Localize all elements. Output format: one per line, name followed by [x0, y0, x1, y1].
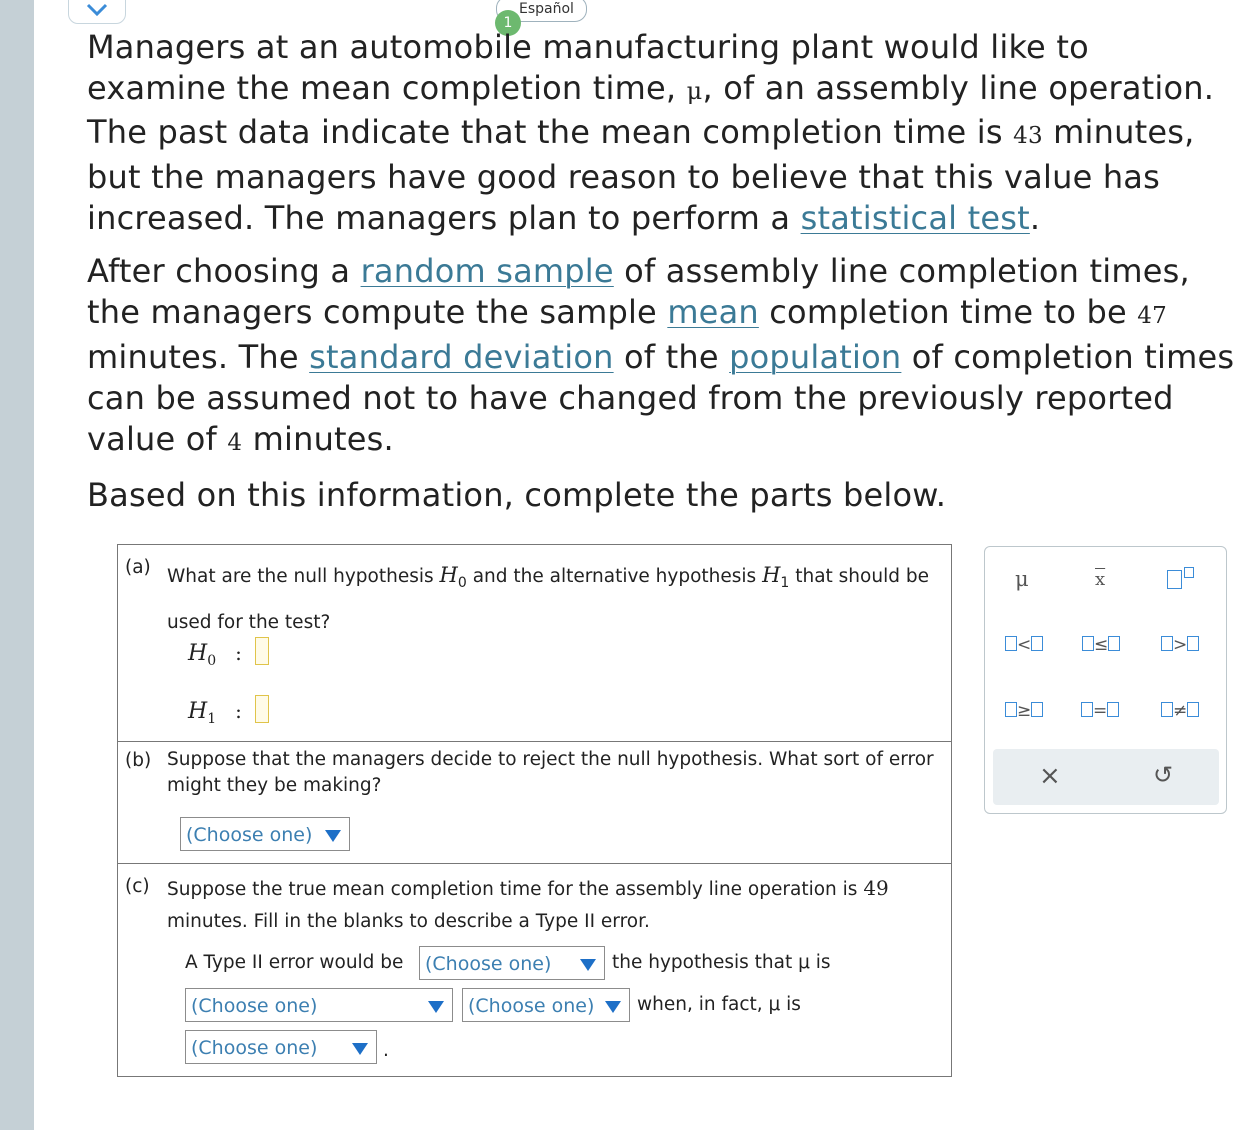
square-icon	[1167, 570, 1182, 589]
h0-answer-input[interactable]	[255, 637, 269, 665]
square-icon	[1005, 636, 1017, 651]
select-value: (Choose one)	[186, 824, 313, 846]
square-icon	[1031, 702, 1043, 717]
type2-sentence-start: A Type II error would be	[185, 952, 404, 973]
less-equal-button[interactable]	[1082, 635, 1120, 655]
square-icon	[1187, 702, 1199, 717]
square-icon	[1184, 567, 1194, 578]
intro-text: minutes. The	[87, 338, 299, 376]
dropdown-arrow-icon	[580, 959, 596, 971]
select-value: (Choose one)	[425, 953, 552, 975]
type2-value-select[interactable]	[462, 988, 630, 1022]
part-b-section	[118, 742, 951, 864]
question-text: minutes. Fill in the blanks to describe a Type II error.	[167, 911, 650, 932]
h0-symbol: H	[439, 563, 458, 587]
palette-action-bar	[993, 749, 1219, 805]
intro-paragraph-2	[87, 251, 1247, 464]
operator-label: ≠	[1173, 701, 1188, 721]
square-icon	[1005, 702, 1017, 717]
type2-sentence-end: when, in fact, μ is	[637, 994, 801, 1015]
less-than-button[interactable]	[1005, 635, 1043, 655]
select-value: (Choose one)	[191, 995, 318, 1017]
intro-text: After choosing a	[87, 252, 351, 290]
chevron-down-icon	[86, 3, 108, 17]
part-c-question	[167, 872, 942, 938]
undo-button[interactable]: ↺	[1153, 761, 1174, 789]
operator-label: >	[1173, 635, 1188, 655]
h1-subscript: 1	[207, 711, 217, 727]
dropdown-arrow-icon	[605, 1001, 621, 1013]
greater-equal-button[interactable]	[1005, 701, 1043, 721]
intro-text: Managers at an automobile manufacturing plant would like to examine the mean completion time,	[87, 28, 1089, 107]
dropdown-arrow-icon	[325, 830, 341, 842]
select-value: (Choose one)	[191, 1037, 318, 1059]
question-text: What are the null hypothesis	[167, 566, 434, 587]
operator-label: ≤	[1094, 635, 1109, 655]
true-mean-value: 49	[863, 876, 889, 900]
part-a-label: (a)	[125, 557, 151, 578]
intro-text: .	[1029, 199, 1041, 237]
part-a-question	[167, 555, 942, 643]
operator-label: =	[1093, 701, 1108, 721]
h1-symbol: H	[188, 699, 208, 724]
intro-text: completion time to be	[769, 293, 1127, 331]
part-b-question: Suppose that the managers decide to reject the null hypothesis. What sort of error might they be making?	[167, 749, 934, 796]
operator-label: <	[1017, 635, 1032, 655]
part-b-label: (b)	[125, 750, 152, 771]
intro-text: minutes.	[252, 420, 394, 458]
equals-button[interactable]	[1081, 701, 1119, 721]
greater-than-button[interactable]	[1161, 635, 1199, 655]
question-text: Suppose the true mean completion time for the assembly line operation is	[167, 879, 858, 900]
collapse-button[interactable]	[68, 0, 126, 24]
left-sidebar-strip	[0, 0, 34, 1130]
statistical-test-link[interactable]: statistical test	[800, 199, 1030, 237]
mean-link[interactable]: mean	[667, 293, 759, 331]
operator-label: ≥	[1017, 701, 1032, 721]
square-icon	[1107, 702, 1119, 717]
random-sample-link[interactable]: random sample	[360, 252, 614, 290]
standard-deviation-link[interactable]: standard deviation	[309, 338, 614, 376]
h1-subscript: 1	[780, 575, 790, 591]
part-c-label: (c)	[125, 876, 150, 897]
intro-paragraph-1	[87, 27, 1237, 239]
intro-text: of the	[624, 338, 719, 376]
square-icon	[1161, 636, 1173, 651]
not-equal-button[interactable]	[1161, 701, 1199, 721]
intro-text: minutes, but the managers have good reason to believe that this value has increased. The managers plan to perform a	[87, 113, 1195, 237]
square-icon	[1082, 636, 1094, 651]
square-icon	[1108, 636, 1120, 651]
h1-symbol: H	[762, 563, 781, 587]
question-text: and the alternative hypothesis	[472, 566, 757, 587]
sample-mean-value: 47	[1137, 303, 1167, 329]
mu-button[interactable]: μ	[1015, 567, 1029, 591]
square-icon	[1031, 636, 1043, 651]
language-toggle-button[interactable]: Español	[496, 0, 587, 22]
h0-symbol: H	[188, 641, 208, 666]
std-dev-value: 4	[227, 430, 243, 456]
dropdown-arrow-icon	[352, 1043, 368, 1055]
h0-row	[188, 637, 269, 669]
xbar-button[interactable]: $\overline{x}$	[1095, 569, 1106, 590]
type2-hypothesis-select[interactable]	[185, 988, 453, 1022]
part-c-section	[118, 864, 951, 1076]
select-value: (Choose one)	[468, 995, 595, 1017]
past-mean-value: 43	[1013, 123, 1043, 149]
notification-badge: 1	[495, 10, 521, 36]
dropdown-arrow-icon	[428, 1001, 444, 1013]
square-icon	[1187, 636, 1199, 651]
colon: :	[235, 699, 242, 723]
h0-subscript: 0	[457, 575, 467, 591]
intro-text: , of an assembly line operation. The past data indicate that the mean completion time is	[87, 69, 1215, 151]
h1-answer-input[interactable]	[255, 695, 269, 723]
type2-action-select[interactable]	[419, 946, 605, 980]
h0-subscript: 0	[207, 653, 217, 669]
h1-row	[188, 695, 269, 727]
question-box	[117, 544, 952, 1077]
superscript-button[interactable]	[1167, 567, 1194, 593]
instructions-text: Based on this information, complete the parts below.	[87, 476, 947, 514]
square-icon	[1081, 702, 1093, 717]
clear-button[interactable]: ×	[1039, 761, 1061, 791]
type2-sentence-middle: the hypothesis that μ is	[612, 952, 831, 973]
math-palette	[984, 546, 1227, 814]
error-type-select[interactable]	[180, 817, 350, 851]
population-link[interactable]: population	[729, 338, 902, 376]
period: .	[383, 1040, 389, 1061]
mu-symbol: μ	[686, 77, 703, 105]
type2-truth-select[interactable]	[185, 1030, 377, 1064]
colon: :	[235, 641, 242, 665]
intro-text: of assembly line completion times, the managers compute the sample	[87, 252, 1190, 331]
square-icon	[1161, 702, 1173, 717]
question-text: that should be used for the test?	[167, 566, 929, 633]
part-a-section	[118, 545, 951, 742]
intro-text: of completion times can be assumed not to have changed from the previously reported value of	[87, 338, 1235, 458]
